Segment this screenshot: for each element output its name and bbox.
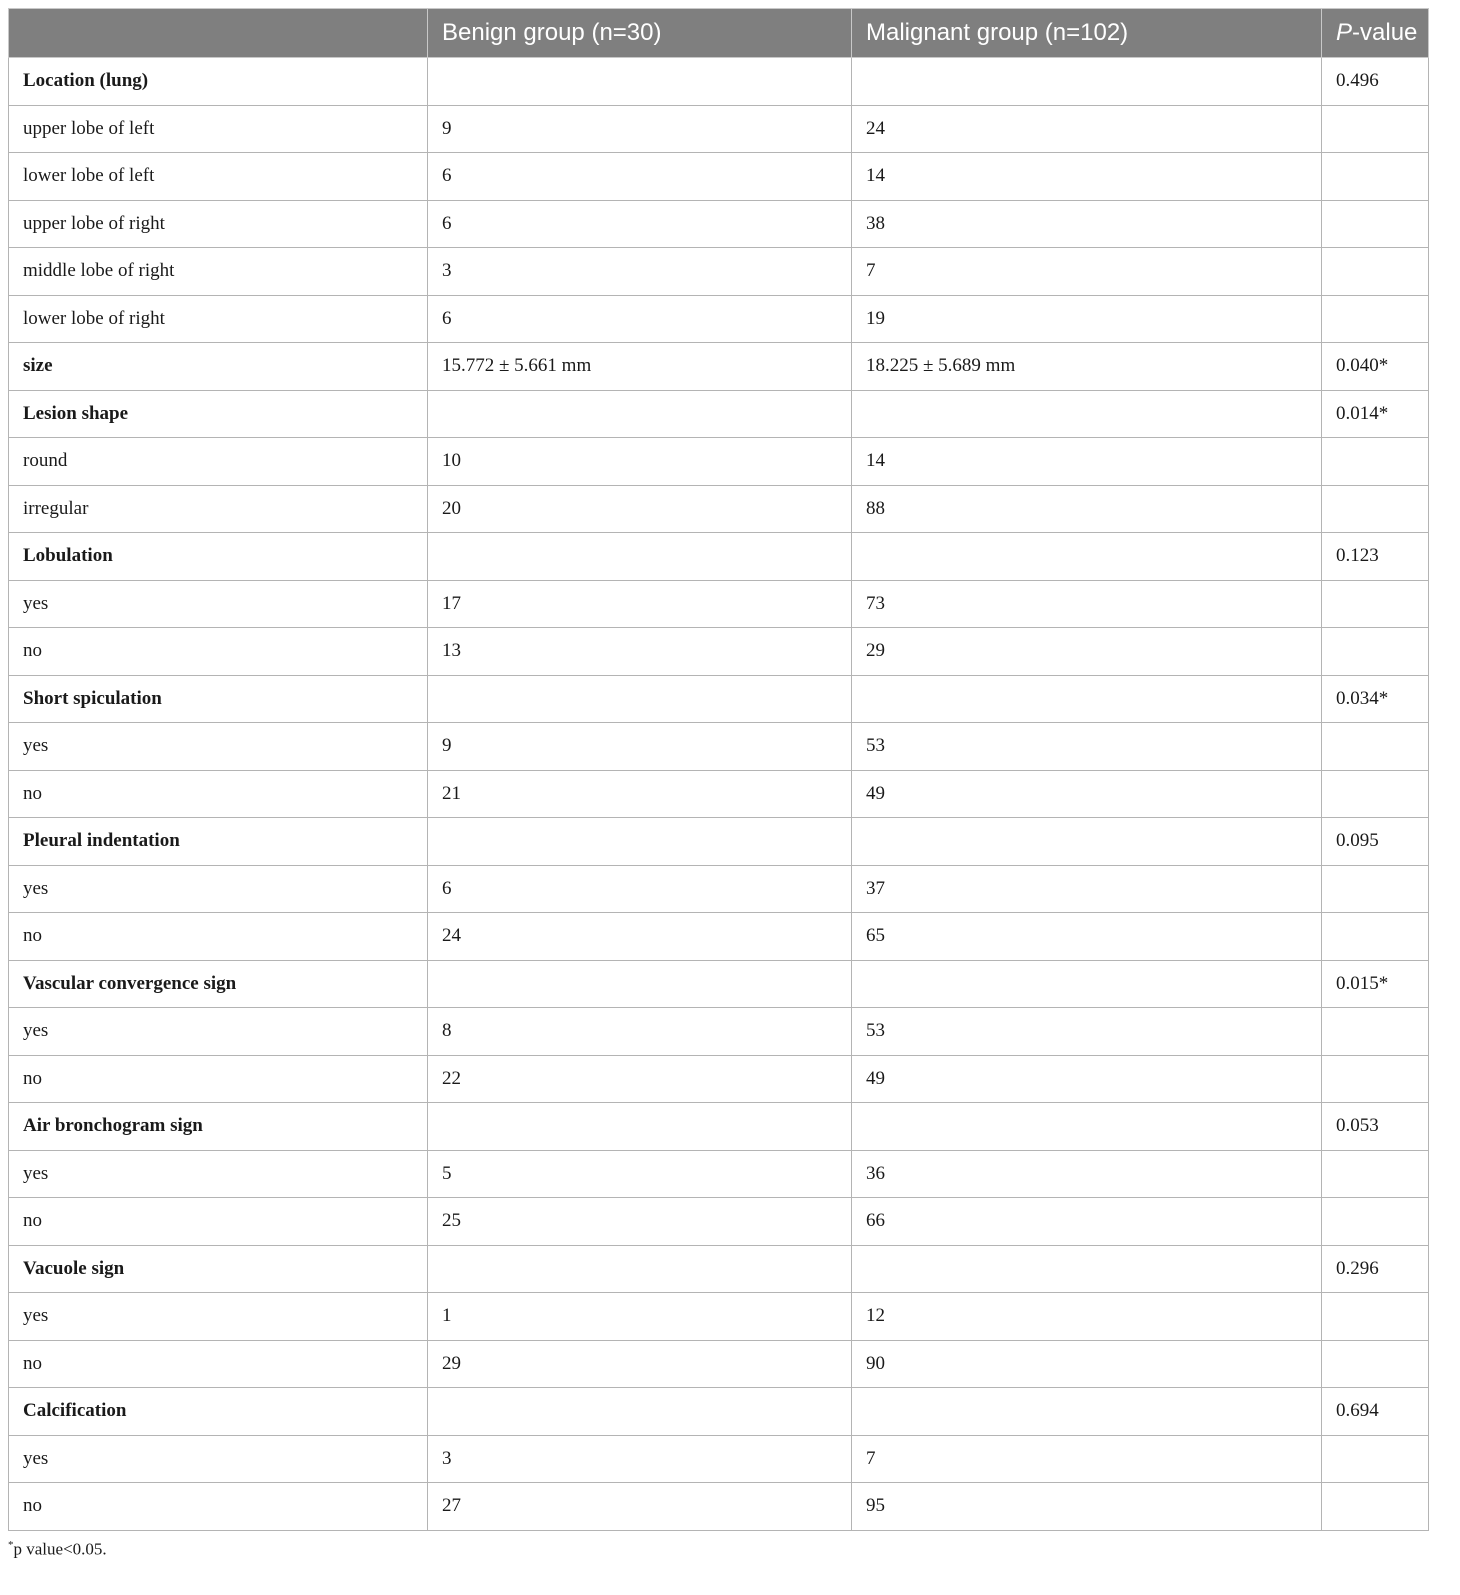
cell-malignant (852, 533, 1322, 581)
cell-malignant: 14 (852, 153, 1322, 201)
table-section-row (9, 818, 1429, 866)
cell-p-value (1322, 723, 1429, 771)
cell-p-value: 0.095 (1322, 818, 1429, 866)
table-section-row (9, 1103, 1429, 1151)
cell-feature: Lobulation (9, 533, 428, 581)
cell-benign: 6 (428, 153, 852, 201)
cell-malignant: 24 (852, 105, 1322, 153)
table-row (9, 438, 1429, 486)
cell-feature: yes (9, 865, 428, 913)
cell-malignant (852, 1245, 1322, 1293)
cell-p-value (1322, 913, 1429, 961)
cell-malignant: 53 (852, 1008, 1322, 1056)
cell-p-value: 0.015* (1322, 960, 1429, 1008)
table-row (9, 248, 1429, 296)
cell-benign: 27 (428, 1483, 852, 1531)
cell-feature: no (9, 770, 428, 818)
cell-malignant: 95 (852, 1483, 1322, 1531)
cell-feature: Lesion shape (9, 390, 428, 438)
cell-feature: Vascular convergence sign (9, 960, 428, 1008)
cell-feature: no (9, 1055, 428, 1103)
table-section-row (9, 58, 1429, 106)
table-row (9, 1150, 1429, 1198)
cell-feature: Short spiculation (9, 675, 428, 723)
table-row (9, 1435, 1429, 1483)
cell-malignant: 49 (852, 1055, 1322, 1103)
cell-feature: middle lobe of right (9, 248, 428, 296)
cell-malignant: 65 (852, 913, 1322, 961)
cell-malignant (852, 58, 1322, 106)
table-footnote (8, 1539, 107, 1560)
cell-malignant: 12 (852, 1293, 1322, 1341)
cell-malignant: 88 (852, 485, 1322, 533)
cell-p-value: 0.296 (1322, 1245, 1429, 1293)
cell-p-value: 0.014* (1322, 390, 1429, 438)
header-malignant-group: Malignant group (n=102) (852, 9, 1322, 58)
cell-feature: lower lobe of right (9, 295, 428, 343)
table-section-row (9, 390, 1429, 438)
cell-feature: upper lobe of right (9, 200, 428, 248)
cell-p-value: 0.694 (1322, 1388, 1429, 1436)
cell-benign: 25 (428, 1198, 852, 1246)
cell-benign (428, 675, 852, 723)
cell-p-value (1322, 438, 1429, 486)
cell-malignant (852, 675, 1322, 723)
cell-malignant: 18.225 ± 5.689 mm (852, 343, 1322, 391)
cell-malignant: 29 (852, 628, 1322, 676)
cell-feature: round (9, 438, 428, 486)
cell-malignant: 14 (852, 438, 1322, 486)
cell-p-value (1322, 1293, 1429, 1341)
cell-malignant: 38 (852, 200, 1322, 248)
cell-benign (428, 1388, 852, 1436)
cell-malignant (852, 390, 1322, 438)
cell-benign: 10 (428, 438, 852, 486)
cell-benign: 3 (428, 1435, 852, 1483)
cell-feature: no (9, 913, 428, 961)
table-row (9, 1340, 1429, 1388)
cell-p-value: 0.040* (1322, 343, 1429, 391)
cell-benign: 22 (428, 1055, 852, 1103)
cell-p-value: 0.496 (1322, 58, 1429, 106)
cell-benign: 13 (428, 628, 852, 676)
table-row (9, 865, 1429, 913)
cell-benign: 3 (428, 248, 852, 296)
cell-p-value (1322, 153, 1429, 201)
cell-malignant: 49 (852, 770, 1322, 818)
table-row (9, 1055, 1429, 1103)
cell-malignant: 19 (852, 295, 1322, 343)
cell-benign: 17 (428, 580, 852, 628)
cell-benign (428, 533, 852, 581)
cell-benign: 5 (428, 1150, 852, 1198)
table-row (9, 723, 1429, 771)
cell-p-value (1322, 1150, 1429, 1198)
cell-feature: yes (9, 1293, 428, 1341)
cell-feature: no (9, 1198, 428, 1246)
table-row (9, 913, 1429, 961)
table-section-row (9, 675, 1429, 723)
cell-feature: Vacuole sign (9, 1245, 428, 1293)
table-header (9, 9, 1429, 58)
header-p-italic: P (1336, 19, 1353, 46)
cell-malignant: 37 (852, 865, 1322, 913)
table-row (9, 1293, 1429, 1341)
table-section-row (9, 343, 1429, 391)
cell-p-value (1322, 770, 1429, 818)
cell-malignant: 90 (852, 1340, 1322, 1388)
cell-benign: 24 (428, 913, 852, 961)
cell-feature: Location (lung) (9, 58, 428, 106)
cell-p-value: 0.053 (1322, 1103, 1429, 1151)
table-row (9, 485, 1429, 533)
cell-benign (428, 1103, 852, 1151)
cell-feature: yes (9, 1435, 428, 1483)
cell-p-value (1322, 295, 1429, 343)
cell-p-value (1322, 580, 1429, 628)
table-section-row (9, 1388, 1429, 1436)
cell-feature: size (9, 343, 428, 391)
cell-p-value (1322, 200, 1429, 248)
cell-benign: 29 (428, 1340, 852, 1388)
cell-benign: 9 (428, 723, 852, 771)
cell-benign (428, 1245, 852, 1293)
cell-malignant (852, 818, 1322, 866)
cell-benign: 15.772 ± 5.661 mm (428, 343, 852, 391)
cell-malignant (852, 960, 1322, 1008)
cell-feature: yes (9, 1008, 428, 1056)
cell-feature: irregular (9, 485, 428, 533)
cell-p-value (1322, 1055, 1429, 1103)
cell-benign: 21 (428, 770, 852, 818)
header-benign-group: Benign group (n=30) (428, 9, 852, 58)
table-row (9, 628, 1429, 676)
table-row (9, 1483, 1429, 1531)
footnote-text: p value<0.05. (13, 1539, 107, 1559)
cell-p-value: 0.034* (1322, 675, 1429, 723)
cell-p-value (1322, 1198, 1429, 1246)
cell-p-value (1322, 485, 1429, 533)
cell-feature: Air bronchogram sign (9, 1103, 428, 1151)
cell-feature: yes (9, 723, 428, 771)
cell-benign: 20 (428, 485, 852, 533)
cell-malignant: 66 (852, 1198, 1322, 1246)
table-section-row (9, 1245, 1429, 1293)
cell-malignant: 7 (852, 1435, 1322, 1483)
cell-feature: yes (9, 1150, 428, 1198)
cell-benign (428, 58, 852, 106)
cell-p-value: 0.123 (1322, 533, 1429, 581)
cell-feature: lower lobe of left (9, 153, 428, 201)
table-row (9, 295, 1429, 343)
cell-benign (428, 818, 852, 866)
cell-malignant: 73 (852, 580, 1322, 628)
results-table (8, 8, 1429, 1531)
header-feature (9, 9, 428, 58)
header-row (9, 9, 1429, 58)
cell-feature: Calcification (9, 1388, 428, 1436)
cell-benign: 6 (428, 865, 852, 913)
cell-feature: no (9, 628, 428, 676)
cell-malignant (852, 1388, 1322, 1436)
cell-malignant: 7 (852, 248, 1322, 296)
table-section-row (9, 533, 1429, 581)
cell-feature: upper lobe of left (9, 105, 428, 153)
cell-p-value (1322, 1435, 1429, 1483)
cell-benign: 9 (428, 105, 852, 153)
cell-benign (428, 960, 852, 1008)
cell-malignant: 36 (852, 1150, 1322, 1198)
table-body (9, 58, 1429, 1531)
header-p-value (1322, 9, 1429, 58)
footnote-mark: * (8, 1539, 14, 1551)
results-table-container (8, 8, 1428, 1531)
table-row (9, 105, 1429, 153)
table-row (9, 153, 1429, 201)
cell-p-value (1322, 865, 1429, 913)
cell-p-value (1322, 105, 1429, 153)
cell-benign: 6 (428, 295, 852, 343)
cell-benign: 8 (428, 1008, 852, 1056)
cell-p-value (1322, 248, 1429, 296)
table-row (9, 580, 1429, 628)
cell-p-value (1322, 1340, 1429, 1388)
cell-feature: Pleural indentation (9, 818, 428, 866)
table-row (9, 770, 1429, 818)
table-row (9, 1198, 1429, 1246)
cell-feature: no (9, 1483, 428, 1531)
table-section-row (9, 960, 1429, 1008)
table-row (9, 1008, 1429, 1056)
cell-p-value (1322, 1483, 1429, 1531)
header-p-rest: -value (1352, 19, 1418, 46)
cell-benign: 1 (428, 1293, 852, 1341)
cell-feature: yes (9, 580, 428, 628)
cell-p-value (1322, 628, 1429, 676)
cell-benign (428, 390, 852, 438)
cell-malignant: 53 (852, 723, 1322, 771)
cell-benign: 6 (428, 200, 852, 248)
cell-p-value (1322, 1008, 1429, 1056)
cell-malignant (852, 1103, 1322, 1151)
table-row (9, 200, 1429, 248)
cell-feature: no (9, 1340, 428, 1388)
